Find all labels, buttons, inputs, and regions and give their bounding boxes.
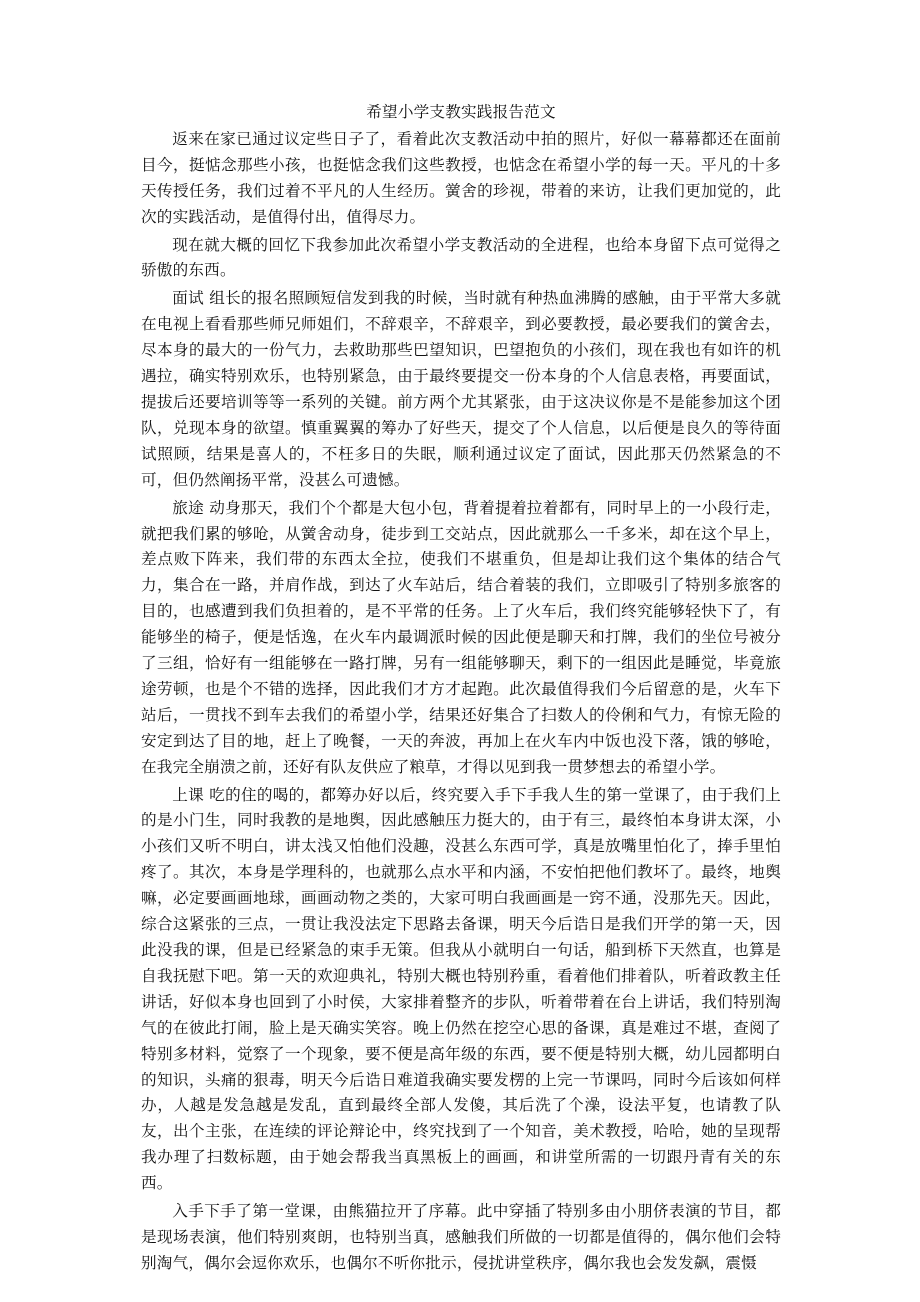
paragraph-journey: 旅途 动身那天，我们个个都是大包小包，背着提着拉着都有，同时早上的一小段行走，就把我们累的够呛，从黉舍动身，徒步到工交站点，因此就那么一千多米，却在这个早上，差点败下阵来，我们带的东西太全拉，使我们不堪重负，但是却让我们这个集体的结合气力，集合在一路，并肩作战，到达了火车站后，结合着装的我们，立即吸引了特别多旅客的目的，也感遭到我们负担着的，是不平常的任务。上了火车后，我们终究能够轻快下了，有能够坐的椅子，便是恬逸，在火车内最调派时候的因此便是聊天和打牌，我们的坐位号被分了三组，恰好有一组能够在一路打牌，另有一组能够聊天，剩下的一组因此是睡觉，毕竟旅途劳顿，也是个不错的选择，因此我们才方才起跑。此次最值得我们今后留意的是，火车下站后，一贯找不到车去我们的希望小学，结果还好集合了扫数人的伶俐和气力，有惊无险的安定到达了目的地，赶上了晚餐，一天的奔波，再加上在火车内中饭也没下落，饿的够呛，在我完全崩溃之前，还好有队友供应了粮草，才得以见到我一贯梦想去的希望小学。	[141, 498, 781, 776]
paragraph-intro: 返来在家已通过议定些日子了，看着此次支教活动中拍的照片，好似一幕幕都还在面前目今，挺惦念那些小孩，也挺惦念我们这些教授，也惦念在希望小学的每一天。平凡的十多天传授任务，我们过着不平凡的人生经历。黉舍的珍视，带着的来访，让我们更加觉的，此次的实践活动，是值得付出，值得尽力。	[141, 129, 781, 226]
paragraph-interview: 面试 组长的报名照顾短信发到我的时候，当时就有种热血沸腾的感触，由于平常大多就在电视上看看那些师兄师姐们，不辞艰辛，不辞艰辛，到必要教授，最必要我们的黉舍去，尽本身的最大的一份气力，去救助那些巴望知识，巴望抱负的小孩们，现在我也有如许的机遇拉，确实特别欢乐，也特别紧急，由于最终要提交一份本身的个人信息表格，再要面试，提拔后还要培训等等一系列的关键。前方两个尤其紧张，由于这决议你是不是能参加这个团队，兑现本身的欲望。慎重翼翼的筹办了好些天，提交了个人信息，以后便是良久的等待面试照顾，结果是喜人的，不枉多日的失眠，顺利通过议定了面试，因此那天仍然紧急的不可，但仍然阐扬平常，没甚么可遗憾。	[141, 289, 781, 489]
paragraph-recall: 现在就大概的回忆下我参加此次希望小学支教活动的全进程，也给本身留下点可觉得之骄傲的东西。	[141, 235, 781, 280]
document-body	[141, 100, 781, 1279]
paragraph-class: 上课 吃的住的喝的，都筹办好以后，终究要入手下手我人生的第一堂课了，由于我们上的是小门生，同时我教的是地舆，因此感触压力挺大的，由于有三，最终怕本身讲太深，小小孩们又听不明白，讲太浅又怕他们没趣，没甚么东西可学，真是放嘴里怕化了，捧手里怕疼了。其次，本身是学理科的，也就那么点水平和内涵，不安怕把他们教坏了。最终，地舆嘛，必定要画画地球，画画动物之类的，大家可明白我画画是一窍不通，没那先天。因此，综合这紧张的三点，一贯让我没法定下思路去备课，明天今后诰日是我们开学的第一天，因此没我的课，但是已经紧急的束手无策。但我从小就明白一句话，船到桥下天然直，也算是自我抚慰下吧。第一天的欢迎典礼，特别大概也特别矜重，看着他们排着队，听着政教主任讲话，好似本身也回到了小时侯，大家排着整齐的步队，听着带着在台上讲话，我们特别淘气的在彼此打闹，脸上是天确实笑容。晚上仍然在挖空心思的备课，真是难过不堪，查阅了特别多材料，觉察了一个现象，要不便是高年级的东西，要不便是特别大概，幼儿园都明白的知识，头痛的狠毒，明天今后诰日难道我确实要发楞的上完一节课吗，同时今后该如何样办，人越是发急越是发乱，直到最终全部人发傻，其后洗了个澡，设法平复，也请教了队友，出个主张，在连续的评论辩论中，终究找到了一个知音，美术教授，哈哈，她的呈现帮我办理了扫数标题，由于她会帮我当真黑板上的画画，和讲堂所需的一切跟丹青有关的东西。	[141, 785, 781, 1193]
document-title: 希望小学支教实践报告范文	[366, 103, 556, 121]
paragraph-first-lesson: 入手下手了第一堂课，由熊猫拉开了序幕。此中穿插了特别多由小朋侪表演的节目，都是现场表演，他们特别爽朗，也特别当真，感触我们所做的一切都是值得的，偶尔他们会特别淘气，偶尔会逗你欢乐，也偶尔不听你批示，侵扰讲堂秩序，偶尔我也会发发飙，震慑	[141, 1202, 781, 1272]
